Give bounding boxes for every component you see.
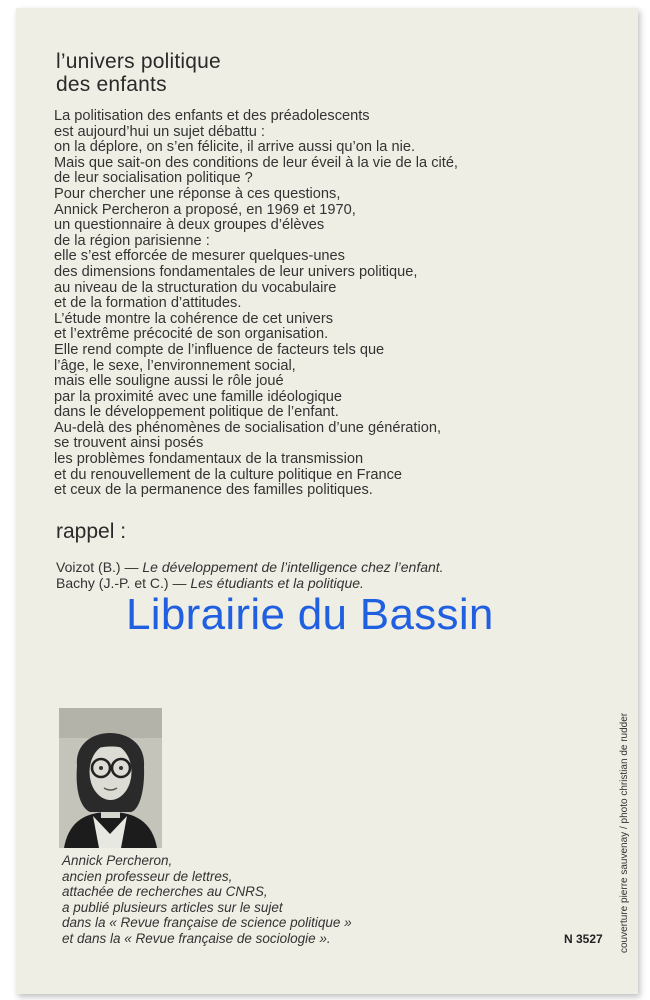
blurb-line: Au-delà des phénomènes de socialisation d’une génération, (54, 419, 442, 436)
caption-line: Annick Percheron, (62, 853, 173, 868)
blurb-line: au niveau de la structuration du vocabulaire (54, 279, 337, 296)
blurb-line: L’étude montre la cohérence de cet univers (54, 310, 334, 327)
reference-list (56, 559, 444, 591)
caption-line: et dans la « Revue française de sociologie ». (62, 930, 331, 946)
author-photo (59, 708, 162, 848)
blurb-text (54, 109, 458, 499)
blurb-line: les problèmes fondamentaux de la transmission (54, 451, 364, 468)
blurb-line: Elle rend compte de l’influence de facteurs tels que (54, 341, 385, 358)
catalog-number: N 3527 (564, 932, 603, 946)
blurb-line: des dimensions fondamentales de leur univers politique, (54, 263, 418, 280)
caption-line: ancien professeur de lettres, (62, 868, 233, 884)
blurb-line: et ceux de la permanence des familles politiques. (54, 482, 373, 499)
blurb-line: et de la formation d’attitudes. (54, 295, 242, 312)
reference-item (56, 559, 444, 575)
caption-line: a publié plusieurs articles sur le sujet (62, 899, 283, 915)
blurb-line: Pour chercher une réponse à ces questions, (54, 185, 341, 202)
blurb-line: Mais que sait-on des conditions de leur éveil à la vie de la cité, (54, 154, 458, 171)
blurb-line: se trouvent ainsi posés (54, 435, 204, 452)
reference-title: Le développement de l’intelligence chez l’enfant. (142, 559, 444, 575)
caption-line: dans la « Revue française de science politique » (62, 915, 352, 931)
blurb-line: elle s’est efforcée de mesurer quelques-unes (54, 248, 345, 265)
reference-item (56, 575, 444, 591)
blurb-line: un questionnaire à deux groupes d’élèves (54, 217, 325, 234)
blurb-line: et l’extrême précocité de son organisation. (54, 326, 329, 343)
reference-author: Bachy (J.-P. et C.) — (56, 575, 191, 591)
book-back-cover (16, 8, 638, 994)
blurb-line: et du renouvellement de la culture politique en France (54, 466, 403, 483)
blurb-line: Annick Percheron a proposé, en 1969 et 1970, (54, 201, 356, 218)
book-title: l’univers politique des enfants (56, 50, 221, 96)
reference-author: Voizot (B.) — (56, 559, 143, 575)
reference-title: Les étudiants et la politique. (190, 575, 364, 591)
caption-line: attachée de recherches au CNRS, (62, 884, 268, 900)
blurb-line: de leur socialisation politique ? (54, 170, 253, 187)
blurb-line: par la proximité avec une famille idéologique (54, 388, 342, 405)
blurb-line: on la déplore, on s’en félicite, il arrive aussi qu’on la nie. (54, 139, 415, 156)
blurb-line: de la région parisienne : (54, 232, 210, 249)
blurb-line: dans le développement politique de l’enfant. (54, 404, 339, 421)
author-caption (62, 853, 352, 947)
blurb-line: l’âge, le sexe, l’environnement social, (54, 357, 296, 374)
blurb-line: La politisation des enfants et des préadolescents (54, 108, 370, 124)
blurb-line: mais elle souligne aussi le rôle joué (54, 373, 284, 390)
rappel-heading: rappel : (56, 520, 127, 543)
blurb-line: est aujourd’hui un sujet débattu : (54, 123, 265, 140)
cover-credit: couverture pierre sauvenay / photo christian de rudder (619, 712, 630, 953)
seller-watermark: Librairie du Bassin (126, 590, 494, 639)
